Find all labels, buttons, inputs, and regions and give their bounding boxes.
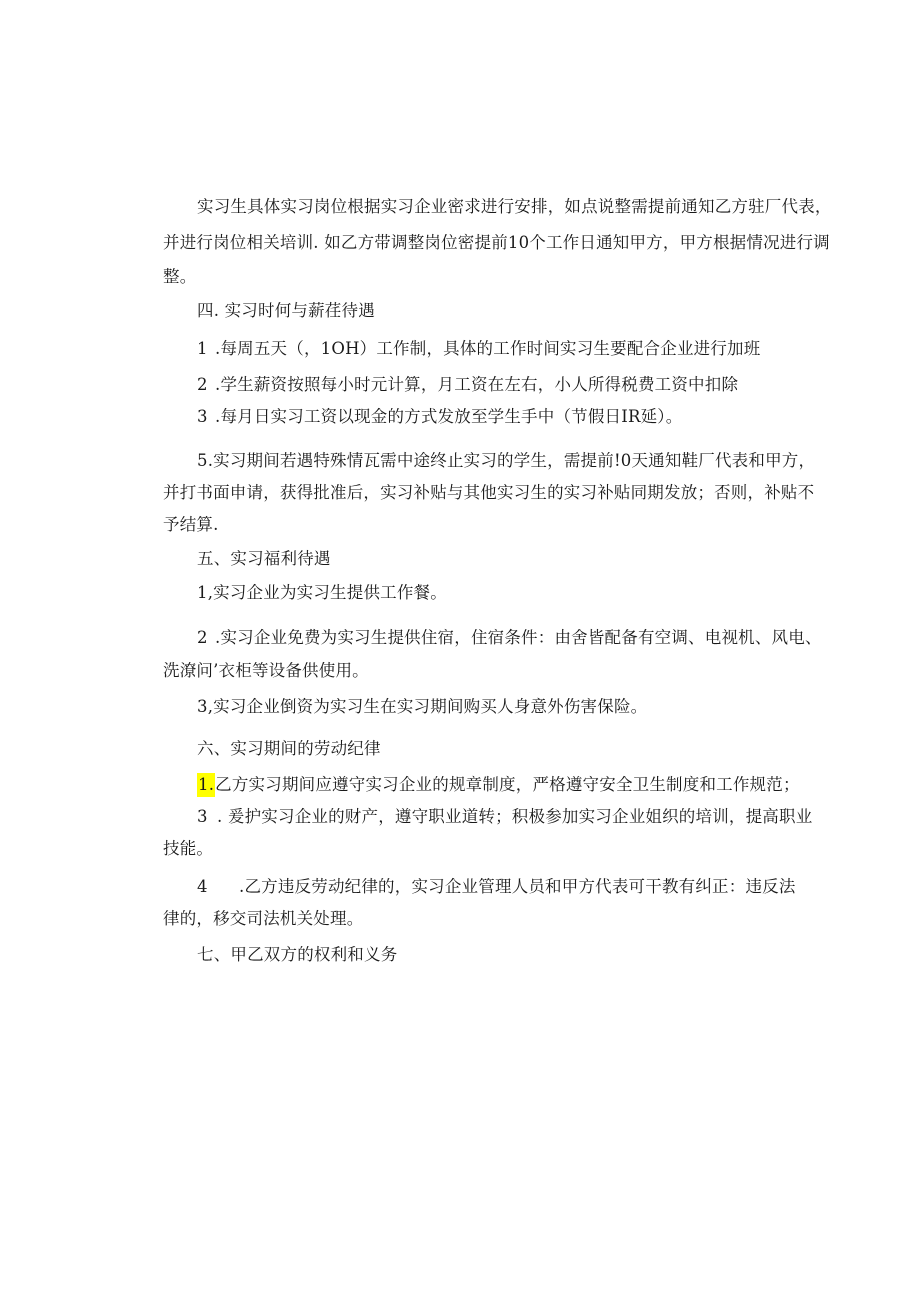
section-heading: 五、实习福利待遇 [197, 549, 331, 568]
paragraph-line: 实习生具体实习岗位根据实习企业密求进行安排，如点说整需提前通知乙方驻厂代表， [197, 197, 832, 216]
list-item-text: .乙方违反劳动纪律的，实习企业管理人员和甲方代表可干教有纠正：违反法 [239, 877, 796, 896]
highlighted-list-number: 1. [197, 773, 215, 797]
paragraph-line: 5.实习期间若遇特殊情瓦需中途终止实习的学生，需提前!0天通知鞋厂代表和甲方， [197, 451, 816, 470]
list-item: 3,实习企业倒资为实习生在实习期间购买人身意外伤害保险。 [197, 697, 648, 716]
list-item-number: 2 [197, 628, 208, 647]
list-item [197, 628, 822, 648]
list-item-text: .实习企业免费为实习生提供住宿，住宿条件：由舍皆配备有空调、电视机、风电、 [215, 628, 822, 647]
list-item-number: 1 [197, 339, 208, 358]
paragraph-line: 律的，移交司法机关处理。 [163, 909, 364, 928]
section-heading: 四. 实习时何与薪荏待遇 [197, 301, 375, 320]
list-item-text: 乙方实习期间应遵守实习企业的规章制度，严格遵守安全卫生制度和工作规范； [215, 775, 800, 794]
paragraph-line: 并进行岗位相关培训. 如乙方带调整岗位密提前10个工作日通知甲方，甲方根据情况进行调 [163, 233, 830, 252]
paragraph-line: 并打书面申请，获得批准后，实习补贴与其他实习生的实习补贴同期发放；否则，补贴不 [163, 483, 815, 502]
list-item [197, 807, 812, 827]
list-item: 1,实习企业为实习生提供工作餐。 [197, 583, 447, 602]
list-item-number: 4 [197, 877, 208, 896]
list-item-number: 2 [197, 375, 208, 394]
list-item [197, 375, 738, 395]
list-item-text: . 爰护实习企业的财产，遵守职业道转；积极参加实习企业姐织的培训，提高职业 [217, 807, 813, 826]
section-heading: 六、实习期间的劳动纪律 [197, 739, 381, 758]
list-item-text: .每月日实习工资以现金的方式发放至学生手中（节假日IR延）。 [215, 407, 683, 426]
list-item [197, 877, 796, 897]
list-item-number: 3 [197, 407, 208, 426]
paragraph-line: 予结算. [163, 515, 219, 534]
section-heading: 七、甲乙双方的权利和义务 [197, 945, 398, 964]
list-item [197, 339, 760, 359]
list-item [197, 773, 800, 797]
list-item-number: 3 [197, 807, 208, 826]
list-item-text: .学生薪资按照每小时元计算，月工资在左右，小人所得税费工资中扣除 [215, 375, 739, 394]
paragraph-line: 整。 [163, 267, 197, 286]
paragraph-line: 技能。 [163, 839, 214, 858]
list-item-text: .每周五天（，1OH）工作制，具体的工作时间实习生要配合企业进行加班 [215, 339, 761, 358]
list-item [197, 407, 682, 427]
paragraph-line: 洗潦问’衣柜等设备供使用。 [163, 661, 369, 680]
